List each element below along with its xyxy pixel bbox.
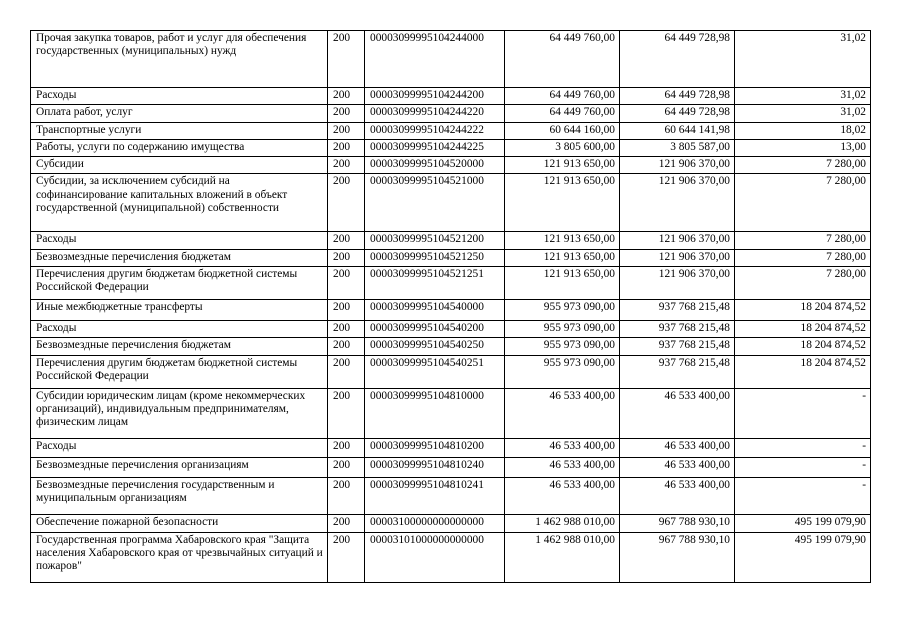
cell-classification-code: 00003099995104810200 — [365, 438, 505, 457]
cell-classification-code: 00003099995104244225 — [365, 139, 505, 156]
cell-executed: 46 533 400,00 — [620, 457, 735, 477]
table-row — [31, 157, 871, 174]
cell-classification-code: 00003099995104810000 — [365, 388, 505, 438]
cell-executed: 46 533 400,00 — [620, 438, 735, 457]
cell-approved: 1 462 988 010,00 — [505, 514, 620, 532]
cell-executed: 3 805 587,00 — [620, 139, 735, 156]
cell-code: 200 — [328, 321, 365, 338]
cell-approved: 121 913 650,00 — [505, 174, 620, 232]
cell-executed: 121 906 370,00 — [620, 232, 735, 249]
cell-unexecuted: 31,02 — [735, 88, 871, 105]
cell-approved: 121 913 650,00 — [505, 157, 620, 174]
table-row — [31, 338, 871, 355]
cell-executed: 937 768 215,48 — [620, 321, 735, 338]
cell-classification-code: 00003101000000000000 — [365, 532, 505, 582]
cell-unexecuted: 7 280,00 — [735, 249, 871, 266]
cell-code: 200 — [328, 388, 365, 438]
cell-approved: 64 449 760,00 — [505, 31, 620, 88]
cell-classification-code: 00003099995104244220 — [365, 105, 505, 122]
cell-executed: 121 906 370,00 — [620, 249, 735, 266]
table-row — [31, 514, 871, 532]
cell-classification-code: 00003099995104521250 — [365, 249, 505, 266]
table-row — [31, 249, 871, 266]
table-row — [31, 532, 871, 582]
cell-code: 200 — [328, 438, 365, 457]
cell-approved: 60 644 160,00 — [505, 122, 620, 139]
table-row — [31, 105, 871, 122]
cell-approved: 64 449 760,00 — [505, 105, 620, 122]
cell-unexecuted: 18 204 874,52 — [735, 300, 871, 321]
cell-unexecuted: 18,02 — [735, 122, 871, 139]
cell-classification-code: 00003099995104540250 — [365, 338, 505, 355]
cell-name: Безвозмездные перечисления бюджетам — [31, 338, 328, 355]
cell-code: 200 — [328, 157, 365, 174]
cell-name: Расходы — [31, 232, 328, 249]
cell-classification-code: 00003099995104244200 — [365, 88, 505, 105]
table-row — [31, 388, 871, 438]
cell-approved: 46 533 400,00 — [505, 438, 620, 457]
cell-executed: 64 449 728,98 — [620, 88, 735, 105]
cell-executed: 937 768 215,48 — [620, 300, 735, 321]
cell-executed: 121 906 370,00 — [620, 267, 735, 300]
cell-code: 200 — [328, 105, 365, 122]
cell-name: Расходы — [31, 438, 328, 457]
cell-classification-code: 00003099995104244000 — [365, 31, 505, 88]
cell-unexecuted: 7 280,00 — [735, 157, 871, 174]
table-row — [31, 477, 871, 514]
cell-unexecuted: 495 199 079,90 — [735, 514, 871, 532]
cell-code: 200 — [328, 532, 365, 582]
cell-name: Прочая закупка товаров, работ и услуг для обеспечения государственных (муниципальных) нужд — [31, 31, 328, 88]
cell-name: Субсидии — [31, 157, 328, 174]
cell-classification-code: 00003099995104540000 — [365, 300, 505, 321]
cell-executed: 46 533 400,00 — [620, 477, 735, 514]
cell-unexecuted: - — [735, 388, 871, 438]
cell-approved: 121 913 650,00 — [505, 232, 620, 249]
cell-approved: 1 462 988 010,00 — [505, 532, 620, 582]
cell-approved: 955 973 090,00 — [505, 338, 620, 355]
table-body — [31, 31, 871, 583]
cell-unexecuted: 18 204 874,52 — [735, 355, 871, 388]
cell-unexecuted: 7 280,00 — [735, 232, 871, 249]
cell-approved: 3 805 600,00 — [505, 139, 620, 156]
table-row — [31, 438, 871, 457]
cell-approved: 46 533 400,00 — [505, 388, 620, 438]
cell-code: 200 — [328, 457, 365, 477]
table-row — [31, 122, 871, 139]
cell-classification-code: 00003099995104244222 — [365, 122, 505, 139]
cell-classification-code: 00003099995104521200 — [365, 232, 505, 249]
cell-classification-code: 00003099995104540251 — [365, 355, 505, 388]
cell-approved: 121 913 650,00 — [505, 249, 620, 266]
cell-executed: 46 533 400,00 — [620, 388, 735, 438]
cell-executed: 121 906 370,00 — [620, 157, 735, 174]
budget-execution-table — [30, 30, 871, 583]
cell-name: Оплата работ, услуг — [31, 105, 328, 122]
cell-classification-code: 00003099995104810240 — [365, 457, 505, 477]
table-row — [31, 232, 871, 249]
cell-name: Государственная программа Хабаровского края "Защита населения Хабаровского края от чрезвычайных ситуаций и пожаров" — [31, 532, 328, 582]
cell-unexecuted: - — [735, 438, 871, 457]
cell-classification-code: 00003100000000000000 — [365, 514, 505, 532]
cell-name: Иные межбюджетные трансферты — [31, 300, 328, 321]
cell-approved: 46 533 400,00 — [505, 477, 620, 514]
cell-executed: 121 906 370,00 — [620, 174, 735, 232]
cell-name: Субсидии, за исключением субсидий на софинансирование капитальных вложений в объект государственной (муниципальной) собственности — [31, 174, 328, 232]
cell-classification-code: 00003099995104540200 — [365, 321, 505, 338]
table-row — [31, 355, 871, 388]
table-row — [31, 88, 871, 105]
cell-code: 200 — [328, 174, 365, 232]
cell-unexecuted: - — [735, 477, 871, 514]
cell-approved: 46 533 400,00 — [505, 457, 620, 477]
cell-code: 200 — [328, 355, 365, 388]
cell-unexecuted: 7 280,00 — [735, 267, 871, 300]
table-row — [31, 300, 871, 321]
cell-approved: 955 973 090,00 — [505, 300, 620, 321]
cell-unexecuted: 18 204 874,52 — [735, 338, 871, 355]
cell-name: Работы, услуги по содержанию имущества — [31, 139, 328, 156]
cell-code: 200 — [328, 514, 365, 532]
cell-approved: 955 973 090,00 — [505, 355, 620, 388]
cell-classification-code: 00003099995104521251 — [365, 267, 505, 300]
cell-code: 200 — [328, 267, 365, 300]
table-row — [31, 139, 871, 156]
cell-executed: 64 449 728,98 — [620, 31, 735, 88]
cell-unexecuted: 495 199 079,90 — [735, 532, 871, 582]
cell-classification-code: 00003099995104521000 — [365, 174, 505, 232]
table-row — [31, 321, 871, 338]
cell-code: 200 — [328, 338, 365, 355]
table-row — [31, 174, 871, 232]
cell-unexecuted: 13,00 — [735, 139, 871, 156]
cell-name: Перечисления другим бюджетам бюджетной системы Российской Федерации — [31, 355, 328, 388]
cell-name: Обеспечение пожарной безопасности — [31, 514, 328, 532]
cell-executed: 967 788 930,10 — [620, 532, 735, 582]
cell-unexecuted: 31,02 — [735, 31, 871, 88]
cell-unexecuted: 31,02 — [735, 105, 871, 122]
cell-approved: 64 449 760,00 — [505, 88, 620, 105]
cell-name: Перечисления другим бюджетам бюджетной системы Российской Федерации — [31, 267, 328, 300]
cell-code: 200 — [328, 232, 365, 249]
cell-name: Безвозмездные перечисления бюджетам — [31, 249, 328, 266]
cell-executed: 967 788 930,10 — [620, 514, 735, 532]
cell-code: 200 — [328, 139, 365, 156]
cell-name: Субсидии юридическим лицам (кроме некоммерческих организаций), индивидуальным предпринимателям, физическим лицам — [31, 388, 328, 438]
cell-executed: 937 768 215,48 — [620, 338, 735, 355]
cell-name: Расходы — [31, 321, 328, 338]
cell-name: Расходы — [31, 88, 328, 105]
table-row — [31, 31, 871, 88]
cell-code: 200 — [328, 249, 365, 266]
cell-unexecuted: 7 280,00 — [735, 174, 871, 232]
cell-executed: 937 768 215,48 — [620, 355, 735, 388]
cell-code: 200 — [328, 477, 365, 514]
cell-name: Безвозмездные перечисления государственным и муниципальным организациям — [31, 477, 328, 514]
cell-classification-code: 00003099995104810241 — [365, 477, 505, 514]
cell-unexecuted: 18 204 874,52 — [735, 321, 871, 338]
cell-code: 200 — [328, 122, 365, 139]
cell-code: 200 — [328, 300, 365, 321]
cell-executed: 60 644 141,98 — [620, 122, 735, 139]
cell-code: 200 — [328, 31, 365, 88]
cell-approved: 955 973 090,00 — [505, 321, 620, 338]
cell-approved: 121 913 650,00 — [505, 267, 620, 300]
table-row — [31, 457, 871, 477]
cell-executed: 64 449 728,98 — [620, 105, 735, 122]
cell-code: 200 — [328, 88, 365, 105]
cell-classification-code: 00003099995104520000 — [365, 157, 505, 174]
cell-unexecuted: - — [735, 457, 871, 477]
cell-name: Безвозмездные перечисления организациям — [31, 457, 328, 477]
table-row — [31, 267, 871, 300]
cell-name: Транспортные услуги — [31, 122, 328, 139]
